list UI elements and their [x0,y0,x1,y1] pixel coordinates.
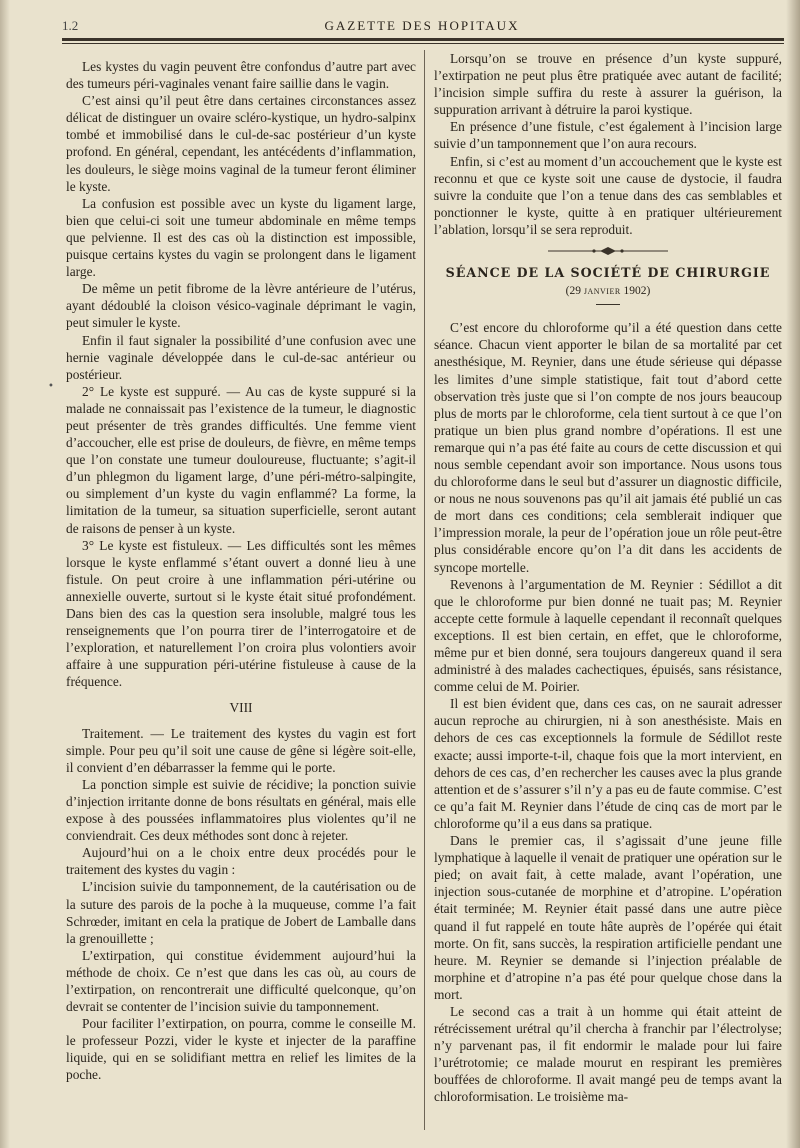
paragraph: Revenons à l’argumentation de M. Reynier : Sédillot a dit que le chloroforme pur bien donné ne tuait pas; M. Reynier accepte cette formule à laquelle cependant il reconnaît quelques exceptions. Il est bien certain, en effet, que le chloroforme, même pur et bien donné, sera toujours dangereux quand il sera administré à des malades cachectiques, épuisés, sans résistance, comme celui de M. Poirier. [434,576,782,695]
paragraph: La confusion est possible avec un kyste du ligament large, bien que celui-ci soit une tumeur abdominale en même temps que pelvienne. Il est des cas où la distinction est impossible, puisque certains kystes du vagin se prolongent dans le ligament large. [66,195,416,280]
date-day: 29 [569,285,581,298]
short-rule [596,304,620,305]
paragraph: En présence d’une fistule, c’est également à l’incision large suivie d’un tamponnement que l’on aura recours. [434,119,782,152]
date-year: 1902 [623,285,647,298]
paragraph: C’est ainsi qu’il peut être dans certaines circonstances assez délicat de distinguer un ovaire scléro-kystique, un hydro-salpinx tombé et immobilisé dans le cul-de-sac postérieur d’un kyste profond. En général, cependant, les antécédents d’inflammation, les douleurs, le siège moins vaginal de la tumeur feront éliminer le kyste. [66,93,416,194]
date-month: janvier [583,285,621,298]
paragraph: L’incision suivie du tamponnement, de la cautérisation ou de la suture des parois de la poche à la muqueuse, comme l’a fait Schrœder, imitant en cela la pratique de Jobert de Lamballe dans la grenouillette ; [66,879,416,946]
paragraph: La ponction simple est suivie de récidive; la ponction suivie d’injection irritante donne de bons résultats en général, mais elle expose à des poussées inflammatoires plus violentes qu’il ne conviendrait. Ces deux méthodes sont donc à rejeter. [66,776,416,844]
paragraph: Aujourd’hui on a le choix entre deux procédés pour le traitement des kystes du vagin : [66,845,416,878]
page-edge-shadow-right [786,0,800,1148]
header-rule-thin [62,43,784,44]
right-column [434,50,782,1106]
paragraph: Traitement. — Le traitement des kystes du vagin est fort simple. Pour peu qu’il soit une cause de gêne si légère soit-elle, il convient d’en débarrasser la femme qui le porte. [66,725,416,775]
paragraph: Le second cas a trait à un homme qui était atteint de rétrécissement urétral qu’il chercha à franchir par l’électrolyse; n’y parvenant pas, il fit endormir le malade pour lui faire l’urétrotomie; ce malade mourut en respirant les premières bouffées de chloroforme. Il avait mangé peu de temps avant la chloroformisation. Le troisième ma- [434,1003,782,1105]
section-heading: SÉANCE DE LA SOCIÉTÉ DE CHIRURGIE [445,265,771,281]
paragraph: Enfin il faut signaler la possibilité d’une confusion avec une hernie vaginale développée dans le cul-de-sac antérieur ou postérieur. [66,332,416,382]
section-numeral: VIII [229,700,253,716]
page-header [62,14,782,36]
header-rule-thick [62,38,784,41]
running-title: GAZETTE DES HOPITAUX [324,18,520,33]
paragraph: 3° Le kyste est fistuleux. — Les difficultés sont les mêmes lorsque le kyste enflammé s’étant ouvert a donné lieu à une fistule. On peut croire à une inflammation péri-utérine ou annexielle ouverte, surtout si le kyste était situé profondément. Dans bien des cas la question sera insoluble, malgré tous les renseignements que l’on pourra tirer de l’interrogatoire et de l’exploration, et naturellement l’on croira plus volontiers avoir affaire à une suppuration péri-utérine fistuleuse à cause de la fréquence. [66,537,416,690]
margin-mark: • [48,381,54,392]
paragraph: Lorsqu’on se trouve en présence d’un kyste suppuré, l’extirpation ne peut plus être pratiquée avec autant de facilité; l’incision simple suffira du reste à assurer la guérison, la suppuration arrivant à détruire la paroi kystique. [434,51,782,118]
left-column [66,58,416,1084]
paragraph: 2° Le kyste est suppuré. — Au cas de kyste suppuré si la malade ne connaissait pas l’existence de la tumeur, le diagnostic peut présenter de très grandes difficultés. Une femme vient d’accoucher, elle est prise de douleurs, de fièvre, en même temps que l’on constate une tumeur douloureuse, fluctuante; s’agit-il d’un phlegmon du ligament large, d’une péri-métro-salpingite, ou simplement d’un kyste du vagin enflammé? La forme, la limitation de la tumeur, sa situation superficielle, seront autant de raisons de penser à un kyste. [66,383,416,536]
page-number: 1.2 [62,18,79,33]
paragraph: Dans le premier cas, il s’agissait d’une jeune fille lymphatique à laquelle il venait de pratiquer une opération sur le pied; on avait fait, à cette malade, avant l’opération, une injection sous-cutanée de morphine et d’atropine. L’opération était terminée; M. Reynier était passé dans une autre pièce quand il fut rappelé en toute hâte auprès de l’opérée qui était morte. On fit, sans succès, la respiration artificielle pendant une heure. M. Reynier se demande si l’injection préalable de morphine et d’atropine n’a pas été pour quelque chose dans la mort. [434,833,782,1002]
column-divider [424,50,425,1130]
paragraph: De même un petit fibrome de la lèvre antérieure de l’utérus, ayant dédoublé la cloison vésico-vaginale déprimant le vagin, peut simuler le kyste. [66,281,416,331]
section-date: (29 janvier 1902) [565,285,651,298]
paragraph: L’extirpation, qui constitue évidemment aujourd’hui la méthode de choix. Ce n’est que dans les cas où, au cours de l’extirpation, on rencontrerait une difficulté quelconque, qu’on devrait se contenter de l’incision suivie du tamponnement. [66,947,416,1015]
ornament-divider [548,246,668,256]
paragraph: Les kystes du vagin peuvent être confondus d’autre part avec des tumeurs péri-vaginales venant faire saillie dans le vagin. [66,59,416,92]
paragraph: C’est encore du chloroforme qu’il a été question dans cette séance. Chacun vient apporter le bilan de sa mortalité par cet anesthésique, M. Reynier, dans une étude sérieuse qui dépasse les limites d’une simple statistique, fait tout d’abord cette observation très juste que si l’on compte de nos jours beaucoup plus de morts par le chloroforme, cela tient surtout à ce que l’on pratique un bien plus grand nombre d’opérations. Il est une remarque qui n’a pas été faite au cours de cette discussion et qui nous semble cependant avoir son importance. Nous usons tous du chloroforme dans le seul but d’assurer un diagnostic difficile, or nous ne nous souvenons pas qu’il ait jamais été publié un cas de mort dans ces conditions; cela semblerait indiquer que l’impression morale, la peur de l’opération joue un rôle peut-être plus considérable encore qu’on l’a dit dans les accidents de syncope mortelle. [434,320,782,575]
paragraph: Pour faciliter l’extirpation, on pourra, comme le conseille M. le professeur Pozzi, vider le kyste et injecter de la paraffine liquide, qui en se solidifiant mettra en relief les limites de la poche. [66,1016,416,1083]
page-edge-shadow-left [0,0,10,1148]
paragraph: Il est bien évident que, dans ces cas, on ne saurait adresser aucun reproche au chirurgien, ni à son anesthésiste. Mais en dehors de ces cas exceptionnels la formule de Sédillot reste exacte; aussi importe-t-il, chaque fois que la mort intervient, en dehors de ces cas, d’en rechercher les causes avec la plus grande attention et de s’assurer s’il n’y a pas eu de faute commise. C’est ce qu’a fait M. Reynier dans l’étude de cinq cas de mort par le chloroforme qu’il a eus dans sa pratique. [434,696,782,831]
paragraph: Enfin, si c’est au moment d’un accouchement que le kyste est reconnu et que ce kyste soit une cause de dystocie, il faudra suivre la conduite que l’on a tenue dans des cas semblables et ponctionner le kyste, quitte à en pratiquer ultérieurement l’ablation, lorsqu’il se sera reproduit. [434,153,782,237]
